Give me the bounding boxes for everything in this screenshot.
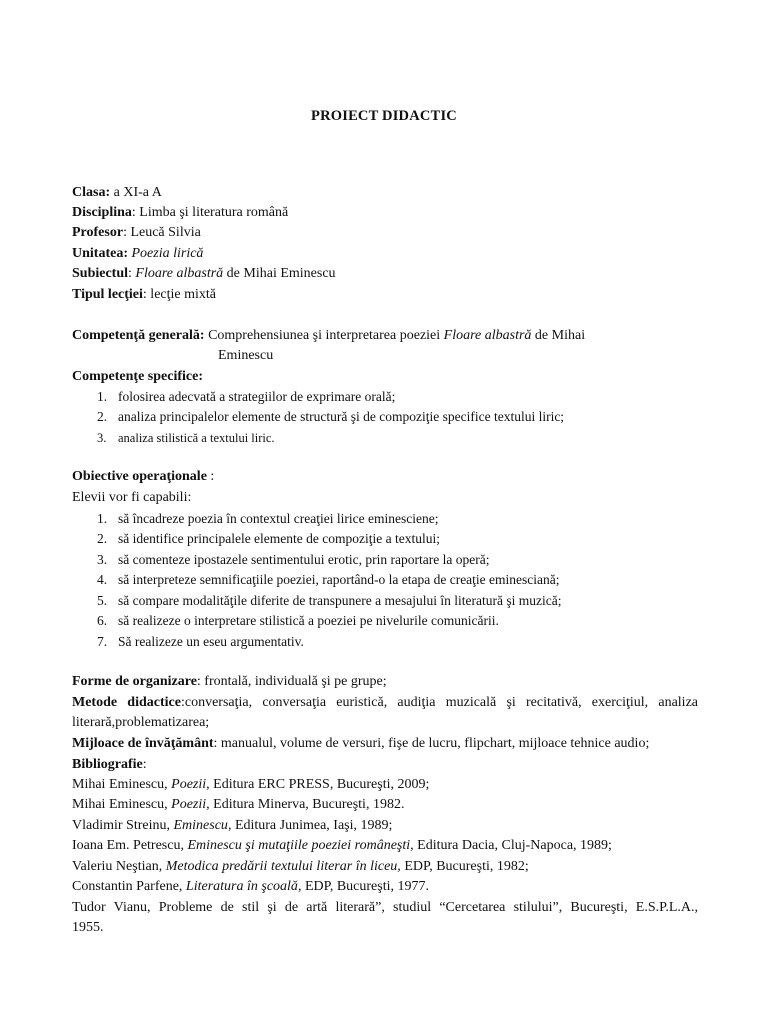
- entry-details: , Editura ERC PRESS, Bucureşti, 2009;: [206, 777, 430, 792]
- bibliography-entry: [72, 857, 529, 877]
- disciplina-label: Disciplina: [72, 205, 132, 220]
- profesor-value: : Leucă Silvia: [123, 225, 201, 240]
- info-unitatea: [72, 244, 203, 264]
- mijloace-label: Mijloace de învăţământ: [72, 736, 214, 751]
- list-item: să interpreteze semnificaţiile poeziei, raportând-o la etapa de creaţie eminesciană;: [118, 572, 560, 587]
- bibliografie-label: Bibliografie: [72, 757, 143, 772]
- obiective-heading: [72, 467, 214, 487]
- info-disciplina: [72, 203, 288, 223]
- mijloace-de-invatamant: [72, 734, 649, 754]
- entry-author: Vladimir Streinu,: [72, 818, 174, 833]
- entry-title: Poezii,: [171, 797, 210, 812]
- clasa-value: a XI-a A: [110, 185, 162, 200]
- subiectul-title: Floare albastră: [135, 266, 224, 281]
- entry-author: Valeriu Neştian,: [72, 859, 166, 874]
- competenta-generala-line2: Eminescu: [218, 348, 274, 363]
- list-item: să realizeze o interpretare stilistică a poeziei pe nivelurile comunicării.: [118, 613, 499, 628]
- unitatea-value: Poezia lirică: [128, 246, 204, 261]
- obiective-label-suffix: :: [206, 469, 215, 484]
- competenta-generala: [72, 326, 585, 346]
- info-clasa: [72, 183, 162, 203]
- bibliography-entry: [72, 775, 429, 795]
- metode-label: Metode didactice: [72, 695, 181, 710]
- info-subiectul: [72, 264, 336, 284]
- competenta-generala-after: de Mihai: [531, 328, 586, 343]
- list-item: Să realizeze un eseu argumentativ.: [118, 634, 304, 649]
- subiectul-sep: :: [128, 266, 136, 281]
- entry-details: Editura Minerva, Bucureşti, 1982.: [209, 797, 405, 812]
- info-tipul: [72, 285, 216, 305]
- bibliography-entry: [72, 877, 429, 897]
- competente-specifice-label: Competenţe specifice:: [72, 369, 204, 384]
- tipul-value: : lecţie mixtă: [142, 287, 217, 302]
- entry-title: Eminescu şi mutaţiile poeziei româneşti: [187, 838, 411, 853]
- metode-line2: literară,problematizarea;: [72, 715, 210, 730]
- list-item-number: 2.: [97, 409, 108, 424]
- entry-title: Poezii: [171, 777, 207, 792]
- metode-didactice: [72, 693, 698, 714]
- forme-value: : frontală, individuală şi pe grupe;: [196, 674, 387, 689]
- forme-de-organizare: [72, 672, 387, 692]
- obiective-label: Obiective operaţionale: [72, 469, 207, 484]
- entry-title: Eminescu: [173, 818, 228, 833]
- entry-details: , Editura Junimea, Iaşi, 1989;: [227, 818, 393, 833]
- bibliography-entry-last-line2: 1955.: [72, 920, 104, 935]
- subiectul-rest: de Mihai Eminescu: [223, 266, 336, 281]
- entry-details: , Editura Dacia, Cluj-Napoca, 1989;: [410, 838, 612, 853]
- competenta-generala-title: Floare albastră: [443, 328, 532, 343]
- entry-details: EDP, Bucureşti, 1982;: [400, 859, 529, 874]
- entry-author: Constantin Parfene,: [72, 879, 186, 894]
- bibliography-entry-last: Tudor Vianu, Probleme de stil şi de artă literară”, studiul “Cercetarea stilului”, Bucureşti, E.S.P.L.A.,: [72, 900, 698, 915]
- unitatea-label: Unitatea:: [72, 246, 128, 261]
- list-item-number: 6.: [97, 613, 108, 628]
- list-item-number: 1.: [97, 511, 108, 526]
- list-item-number: 7.: [97, 634, 108, 649]
- bibliography-entry: [72, 795, 404, 815]
- list-item: să încadreze poezia în contextul creaţiei lirice eminesciene;: [118, 511, 439, 526]
- entry-author: Mihai Eminescu,: [72, 777, 172, 792]
- competenta-generala-text: Comprehensiunea şi interpretarea poeziei: [204, 328, 444, 343]
- bibliography-entry: [72, 816, 392, 836]
- entry-title: Literatura în şcoală: [185, 879, 298, 894]
- forme-label: Forme de organizare: [72, 674, 197, 689]
- page-title: PROIECT DIDACTIC: [311, 108, 457, 124]
- entry-author: Ioana Em. Petrescu,: [72, 838, 188, 853]
- profesor-label: Profesor: [72, 225, 124, 240]
- bibliografie-label-suffix: :: [142, 757, 147, 772]
- list-item: să identifice principalele elemente de compoziţie a textului;: [118, 531, 440, 546]
- disciplina-value: : Limba şi literatura română: [131, 205, 289, 220]
- competenta-generala-label: Competenţă generală:: [72, 328, 205, 343]
- list-item-number: 1.: [97, 389, 108, 404]
- list-item: analiza principalelor elemente de structură şi de compoziţie specifice textului liric;: [118, 409, 565, 424]
- bibliography-entry: [72, 836, 612, 856]
- list-item-number: 5.: [97, 593, 108, 608]
- list-item: analiza stilistică a textului liric.: [118, 431, 275, 445]
- mijloace-value: : manualul, volume de versuri, fişe de lucru, flipchart, mijloace tehnice audio;: [213, 736, 650, 751]
- tipul-label: Tipul lecţiei: [72, 287, 143, 302]
- subiectul-label: Subiectul: [72, 266, 129, 281]
- list-item-number: 4.: [97, 572, 108, 587]
- metode-value: :conversaţia, conversaţia euristică, audiţia muzicală şi recitativă, exerciţiul, analiza: [180, 695, 698, 710]
- clasa-label: Clasa:: [72, 185, 111, 200]
- info-profesor: [72, 223, 201, 243]
- bibliografie-heading: [72, 755, 147, 775]
- list-item-number: 3.: [97, 552, 108, 567]
- obiective-intro: Elevii vor fi capabili:: [72, 490, 192, 505]
- list-item: să comenteze ipostazele sentimentului erotic, prin raportare la operă;: [118, 552, 490, 567]
- list-item-number: 3.: [97, 431, 107, 445]
- list-item: să compare modalităţile diferite de transpunere a mesajului în literatură şi muzică;: [118, 593, 562, 608]
- list-item: folosirea adecvată a strategiilor de exprimare orală;: [118, 389, 396, 404]
- entry-title: Metodica predării textului literar în liceu,: [165, 859, 401, 874]
- entry-details: , EDP, Bucureşti, 1977.: [297, 879, 429, 894]
- list-item-number: 2.: [97, 531, 108, 546]
- entry-author: Mihai Eminescu,: [72, 797, 172, 812]
